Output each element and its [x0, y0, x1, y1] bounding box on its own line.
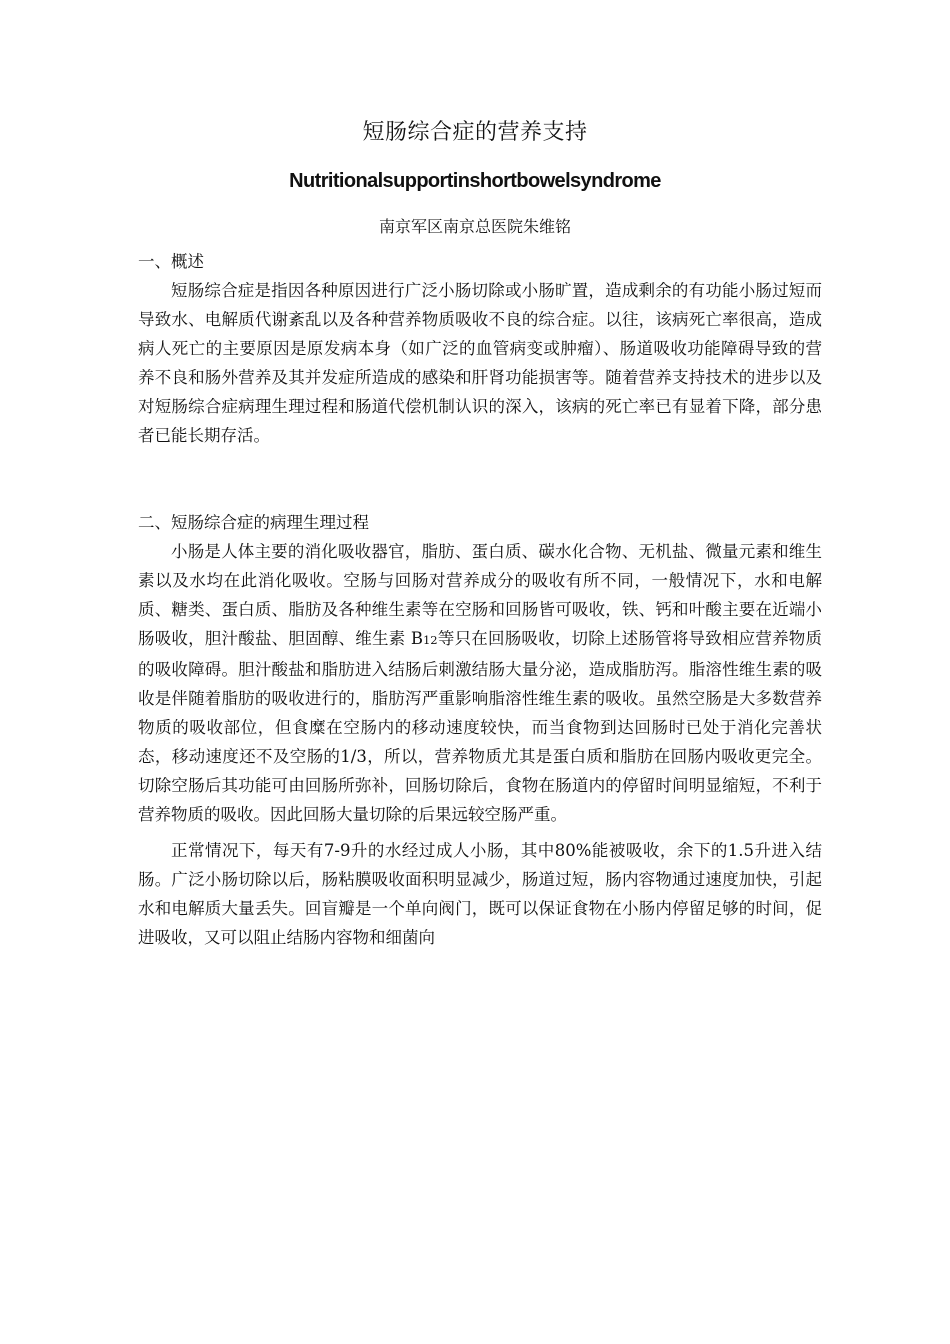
section-heading-overview: 一、概述 [138, 252, 204, 271]
section-heading-pathophysiology: 二、短肠综合症的病理生理过程 [138, 513, 369, 532]
section-spacer [138, 450, 822, 508]
document-subtitle: Nutritionalsupportinshortbowelsyndrome [289, 170, 661, 192]
paragraph-pathophysiology-1 [138, 537, 822, 829]
document-author: 南京军区南京总医院朱维铭 [378, 217, 571, 236]
document-title: 短肠综合症的营养支持 [362, 120, 588, 145]
document-body [138, 247, 822, 952]
paragraph-pathophysiology-2: 正常情况下，每天有7-9升的水经过成人小肠，其中80%能被吸收，余下的1.5升进入结肠。广泛小肠切除以后，肠粘膜吸收面积明显减少，肠道过短，肠内容物通过速度加快，引起水和电解质大量丢失。回盲瓣是一个单向阀门，既可以保证食物在小肠内停留足够的时间，促进吸收，又可以阻止结肠内容物和细菌向 [138, 841, 822, 947]
paragraph-text-part: 小肠是人体主要的消化吸收器官，脂肪、蛋白质、碳水化合物、无机盐、微量元素和维生素以及水均在此消化吸收。空肠与回肠对营养成分的吸收有所不同，一般情况下，水和电解质、糖类、蛋白质、脂肪及各种维生素等在空肠和回肠皆可吸收，铁、钙和叶酸主要在近端小肠吸收，胆汁酸盐、胆固醇、维生素 B [138, 542, 822, 648]
subscript: 12 [422, 633, 438, 647]
paragraph-spacer [138, 829, 822, 836]
paragraph-text-part: 等只在回肠吸收，切除上述肠管将导致相应营养物质的吸收障碍。胆汁酸盐和脂肪进入结肠后刺激结肠大量分泌，造成脂肪泻。脂溶性维生素的吸收是伴随着脂肪的吸收进行的，脂肪泻严重影响脂溶性维生素的吸收。虽然空肠是大多数营养物质的吸收部位，但食糜在空肠内的移动速度较快，而当食物到达回肠时已处于消化完善状态，移动速度还不及空肠的1/3，所以，营养物质尤其是蛋白质和脂肪在回肠内吸收更完全。切除空肠后其功能可由回肠所弥补，回肠切除后，食物在肠道内的停留时间明显缩短，不利于营养物质的吸收。因此回肠大量切除的后果远较空肠严重。 [138, 629, 822, 824]
paragraph-overview: 短肠综合症是指因各种原因进行广泛小肠切除或小肠旷置，造成剩余的有功能小肠过短而导致水、电解质代谢紊乱以及各种营养物质吸收不良的综合症。以往，该病死亡率很高，造成病人死亡的主要原因是原发病本身（如广泛的血管病变或肿瘤）、肠道吸收功能障碍导致的营养不良和肠外营养及其并发症所造成的感染和肝肾功能损害等。随着营养支持技术的进步以及对短肠综合症病理生理过程和肠道代偿机制认识的深入，该病的死亡率已有显着下降，部分患者已能长期存活。 [138, 281, 822, 445]
